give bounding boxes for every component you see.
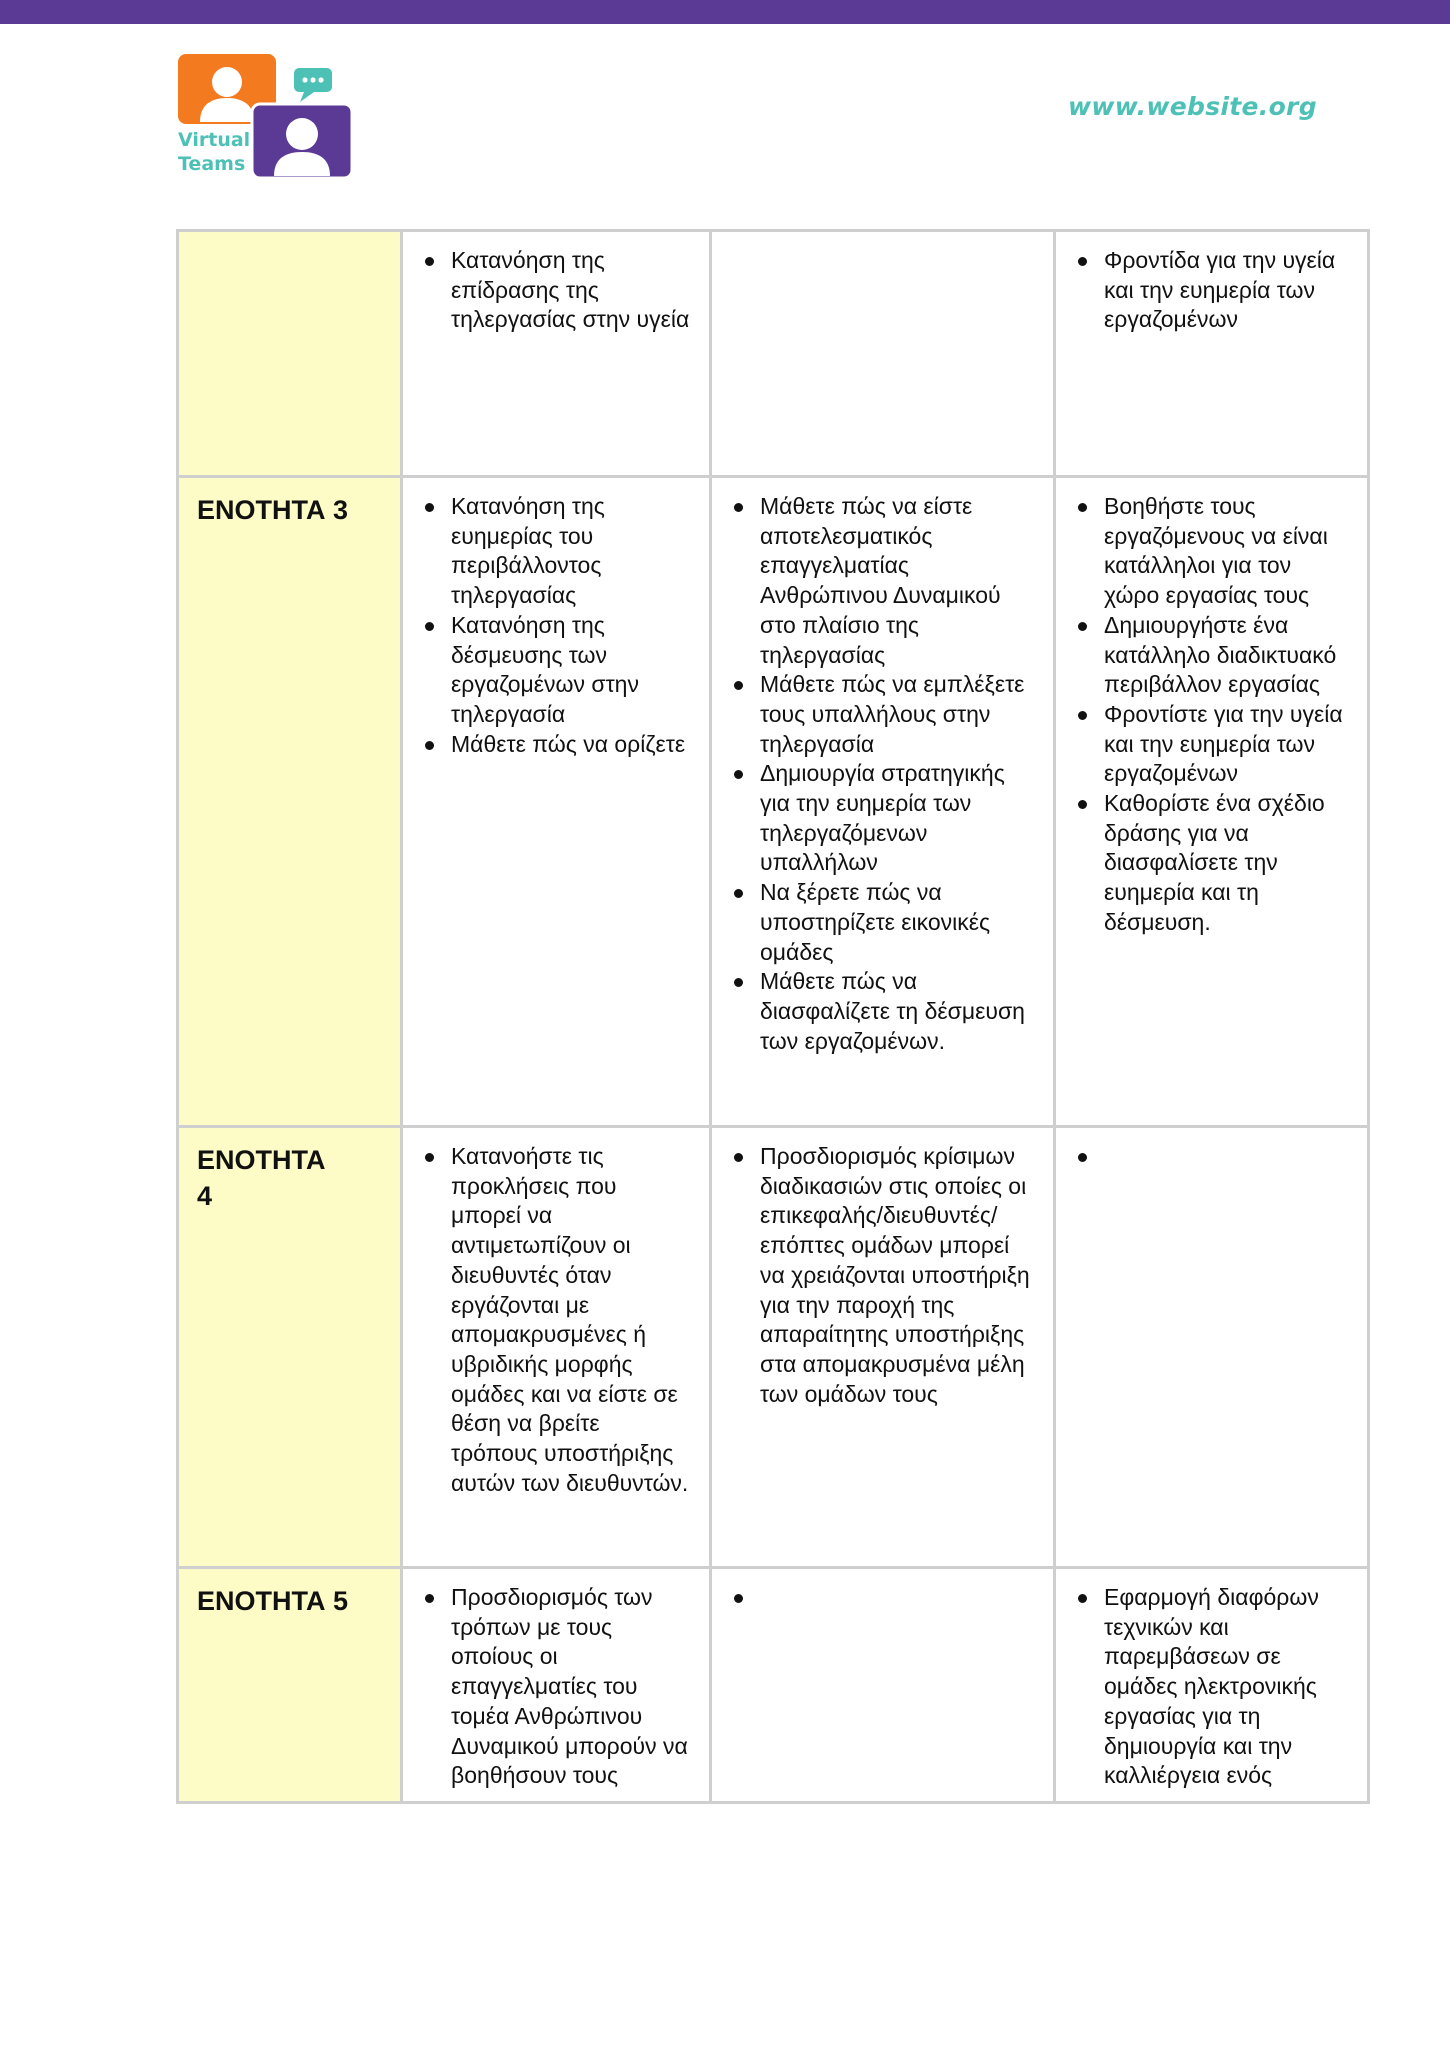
outcome-cell-3 (1055, 231, 1369, 477)
bullet-item: Φροντίστε για την υγεία και την ευημερία των εργαζομένων (1074, 700, 1349, 789)
module-label: ΕΝΟΤΗΤΑ 4 (197, 1145, 326, 1211)
outcome-cell-2 (711, 1568, 1055, 1803)
outcome-cell-1 (402, 1568, 711, 1803)
bullet-item: Προσδιορισμός των τρόπων με τους οποίους οι επαγγελματίες του τομέα Ανθρώπινου Δυναμικού μπορούν να βοηθήσουν τους (421, 1583, 691, 1791)
module-label-cell (178, 477, 402, 1127)
bullet-item: Δημιουργία στρατηγικής για την ευημερία των τηλεργαζόμενων υπαλλήλων (730, 759, 1035, 878)
outcome-cell-3 (1055, 1127, 1369, 1568)
bullet-item: Μάθετε πώς να ορίζετε (421, 730, 691, 760)
outcome-cell-2 (711, 1127, 1055, 1568)
module-label: ΕΝΟΤΗΤΑ 5 (197, 1586, 349, 1616)
bullet-list (730, 1583, 1035, 1613)
outcome-cell-1 (402, 231, 711, 477)
module-label: ΕΝΟΤΗΤΑ 3 (197, 495, 349, 525)
bullet-item: Εφαρμογή διαφόρων τεχνικών και παρεμβάσεων σε ομάδες ηλεκτρονικής εργασίας για τη δημιουργία και την καλλιέργεια ενός (1074, 1583, 1349, 1791)
bullet-list (421, 246, 691, 335)
table-row (178, 477, 1369, 1127)
outcome-cell-2 (711, 477, 1055, 1127)
logo-text-line2: Teams (178, 153, 246, 175)
bullet-list (730, 492, 1035, 1056)
table-row (178, 1568, 1369, 1803)
module-label-cell (178, 231, 402, 477)
bullet-list (1074, 1583, 1349, 1791)
module-label-cell (178, 1568, 402, 1803)
table-row (178, 231, 1369, 477)
bullet-item: Μάθετε πώς να είστε αποτελεσματικός επαγγελματίας Ανθρώπινου Δυναμικού στο πλαίσιο της τηλεργασίας (730, 492, 1035, 670)
bullet-item: Βοηθήστε τους εργαζόμενους να είναι κατάλληλοι για τον χώρο εργασίας τους (1074, 492, 1349, 611)
virtual-teams-logo (176, 52, 356, 182)
bullet-item: Δημιουργήστε ένα κατάλληλο διαδικτυακό περιβάλλον εργασίας (1074, 611, 1349, 700)
bullet-list (421, 1142, 691, 1498)
bullet-item (1074, 1142, 1349, 1172)
logo-text-line1: Virtual (178, 129, 251, 151)
bullet-item: Φροντίδα για την υγεία και την ευημερία των εργαζομένων (1074, 246, 1349, 335)
bullet-item: Προσδιορισμός κρίσιμων διαδικασιών στις οποίες οι επικεφαλής/διευθυντές/ επόπτες ομάδων μπορεί να χρειάζονται υποστήριξη για την παροχή της απαραίτητης υποστήριξης στα απομακρυσμένα μέλη των ομάδων τους (730, 1142, 1035, 1409)
bullet-item: Καθορίστε ένα σχέδιο δράσης για να διασφαλίσετε την ευημερία και τη δέσμευση. (1074, 789, 1349, 938)
bullet-item: Κατανόηση της ευημερίας του περιβάλλοντος τηλεργασίας (421, 492, 691, 611)
modules-table (176, 229, 1370, 1804)
bullet-item: Μάθετε πώς να διασφαλίζετε τη δέσμευση των εργαζομένων. (730, 967, 1035, 1056)
outcome-cell-2 (711, 231, 1055, 477)
bullet-list (1074, 492, 1349, 938)
bullet-list (421, 492, 691, 759)
bullet-item: Κατανόηση της δέσμευσης των εργαζομένων στην τηλεργασία (421, 611, 691, 730)
table-row (178, 1127, 1369, 1568)
outcome-cell-1 (402, 477, 711, 1127)
bullet-item: Κατανοήστε τις προκλήσεις που μπορεί να αντιμετωπίζουν οι διευθυντές όταν εργάζονται με απομακρυσμένες ή υβριδικής μορφής ομάδες και να είστε σε θέση να βρείτε τρόπους υποστήριξης αυτών των διευθυντών. (421, 1142, 691, 1498)
bullet-item (730, 1583, 1035, 1613)
bullet-item: Κατανόηση της επίδρασης της τηλεργασίας στην υγεία (421, 246, 691, 335)
bullet-list (421, 1583, 691, 1791)
bullet-list (1074, 1142, 1349, 1172)
bullet-item: Να ξέρετε πώς να υποστηρίζετε εικονικές ομάδες (730, 878, 1035, 967)
outcome-cell-3 (1055, 1568, 1369, 1803)
bullet-item: Μάθετε πώς να εμπλέξετε τους υπαλλήλους στην τηλεργασία (730, 670, 1035, 759)
outcome-cell-1 (402, 1127, 711, 1568)
bullet-list (1074, 246, 1349, 335)
website-url[interactable]: www.website.org (1068, 92, 1317, 121)
top-color-bar (0, 0, 1450, 24)
module-label-cell (178, 1127, 402, 1568)
outcome-cell-3 (1055, 477, 1369, 1127)
bullet-list (730, 1142, 1035, 1409)
